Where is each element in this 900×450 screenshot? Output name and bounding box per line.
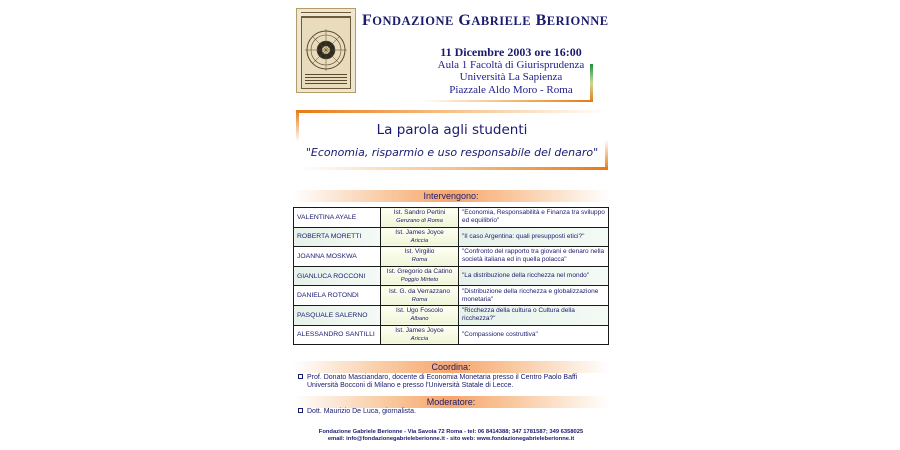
talk-title: "Compassione costruttiva"	[459, 325, 609, 345]
school-name: Ist. Virgilio	[404, 248, 435, 256]
event-address: Piazzale Aldo Moro - Roma	[449, 83, 573, 96]
speaker-school	[381, 305, 459, 325]
speaker-school	[381, 286, 459, 306]
foundation-name	[362, 12, 609, 30]
speaker-row	[294, 325, 609, 345]
event-details	[420, 46, 602, 96]
foundation-name-initial: B	[535, 12, 547, 29]
speakers-table	[293, 207, 609, 345]
speaker-name: PASQUALE SALERNO	[294, 305, 381, 325]
event-university: Università La Sapienza	[459, 71, 563, 83]
speaker-school	[381, 325, 459, 345]
school-city: Poggio Mirteto	[400, 277, 439, 284]
talk-title: "Confronto del rapporto tra giovani e denaro nella società italiana ed in quella polacca"	[459, 247, 609, 267]
subtitle: "Economia, risparmio e uso responsabile del denaro"	[305, 146, 599, 159]
foundation-name-rest: ONDAZIONE	[372, 14, 454, 28]
school-city: Roma	[411, 296, 428, 303]
talk-title: "Economia, Responsabilità e Finanza tra sviluppo ed equilibrio"	[459, 208, 609, 228]
tricolor-accent-vertical	[590, 64, 593, 102]
coordinator-header: Coordina:	[293, 361, 609, 373]
school-city: Roma	[411, 257, 428, 264]
speaker-name: DANIELA ROTONDI	[294, 286, 381, 306]
school-city: Genzano di Roma	[396, 218, 443, 225]
school-name: Ist. Sandro Pertini	[393, 209, 446, 217]
tricolor-accent-horizontal	[420, 100, 593, 102]
foundation-name-rest: ERIONNE	[546, 14, 609, 28]
school-name: Ist. Ugo Foscolo	[396, 307, 443, 315]
bullet-icon	[298, 408, 303, 413]
speaker-name: ROBERTA MORETTI	[294, 227, 381, 247]
speaker-school	[381, 247, 459, 267]
school-name: Ist. James Joyce	[395, 326, 444, 334]
speaker-name: VALENTINA AYALE	[294, 208, 381, 228]
speaker-row	[294, 266, 609, 286]
logo-frame	[301, 17, 351, 89]
main-title: La parola agli studenti	[376, 122, 528, 138]
foundation-name-rest: ABRIELE	[471, 14, 532, 28]
talk-title: "Il caso Argentina: quali presupposti etici?"	[459, 227, 609, 247]
speaker-name: JOANNA MOSKWA	[294, 247, 381, 267]
speaker-name: ALESSANDRO SANTILLI	[294, 325, 381, 345]
school-city: Albano	[410, 316, 429, 323]
footer-web: email: info@fondazionegabrieleberionne.it - sito web: www.fondazionegabrieleberionne.it	[327, 436, 575, 442]
title-frame-bottom	[300, 167, 608, 170]
moderator-item	[298, 408, 416, 416]
title-frame-top	[296, 110, 608, 113]
speaker-row	[294, 227, 609, 247]
school-name: Ist. James Joyce	[395, 228, 444, 236]
speaker-row	[294, 247, 609, 267]
talk-title: "Ricchezza della cultura o Cultura della ricchezza?"	[459, 305, 609, 325]
school-city: Ariccia	[410, 335, 429, 342]
coordinator-line-2: Università Bocconi di Milano e presso l'Università Statale di Lecce.	[307, 382, 514, 389]
speakers-header: Intervengono:	[293, 190, 609, 202]
astrolabe-icon	[302, 18, 350, 88]
footer-contacts: Fondazione Gabriele Berionne - Via Savoia 72 Roma - tel: 06 8414388; 347 1781587; 349 6358025	[318, 429, 584, 435]
moderator-header: Moderatore:	[293, 396, 609, 408]
coordinator-line-1: Prof. Donato Masciandaro, docente di Economia Monetaria presso il Centro Paolo Baffi	[307, 374, 578, 381]
speaker-row	[294, 305, 609, 325]
speaker-school	[381, 208, 459, 228]
speaker-row	[294, 286, 609, 306]
bullet-icon	[298, 374, 303, 379]
event-date: 11 Dicembre 2003 ore 16:00	[440, 45, 582, 59]
foundation-name-initial: F	[362, 12, 373, 29]
speaker-name: GIANLUCA ROCCONI	[294, 266, 381, 286]
school-city: Ariccia	[410, 237, 429, 244]
speaker-school	[381, 227, 459, 247]
foundation-name-initial: G	[458, 12, 472, 29]
talk-title: "Distribuzione della ricchezza e globalizzazione monetaria"	[459, 286, 609, 306]
school-name: Ist. G. da Verrazzano	[388, 287, 451, 295]
moderator-line-1: Dott. Maurizio De Luca, giornalista.	[307, 408, 416, 415]
speaker-row	[294, 208, 609, 228]
coordinator-item	[298, 374, 577, 382]
event-venue: Aula 1 Facoltà di Giurisprudenza	[437, 58, 585, 71]
talk-title: "La distribuzione della ricchezza nel mondo"	[459, 266, 609, 286]
foundation-logo	[296, 8, 356, 93]
school-name: Ist. Gregorio da Catino	[386, 268, 453, 276]
speaker-school	[381, 266, 459, 286]
